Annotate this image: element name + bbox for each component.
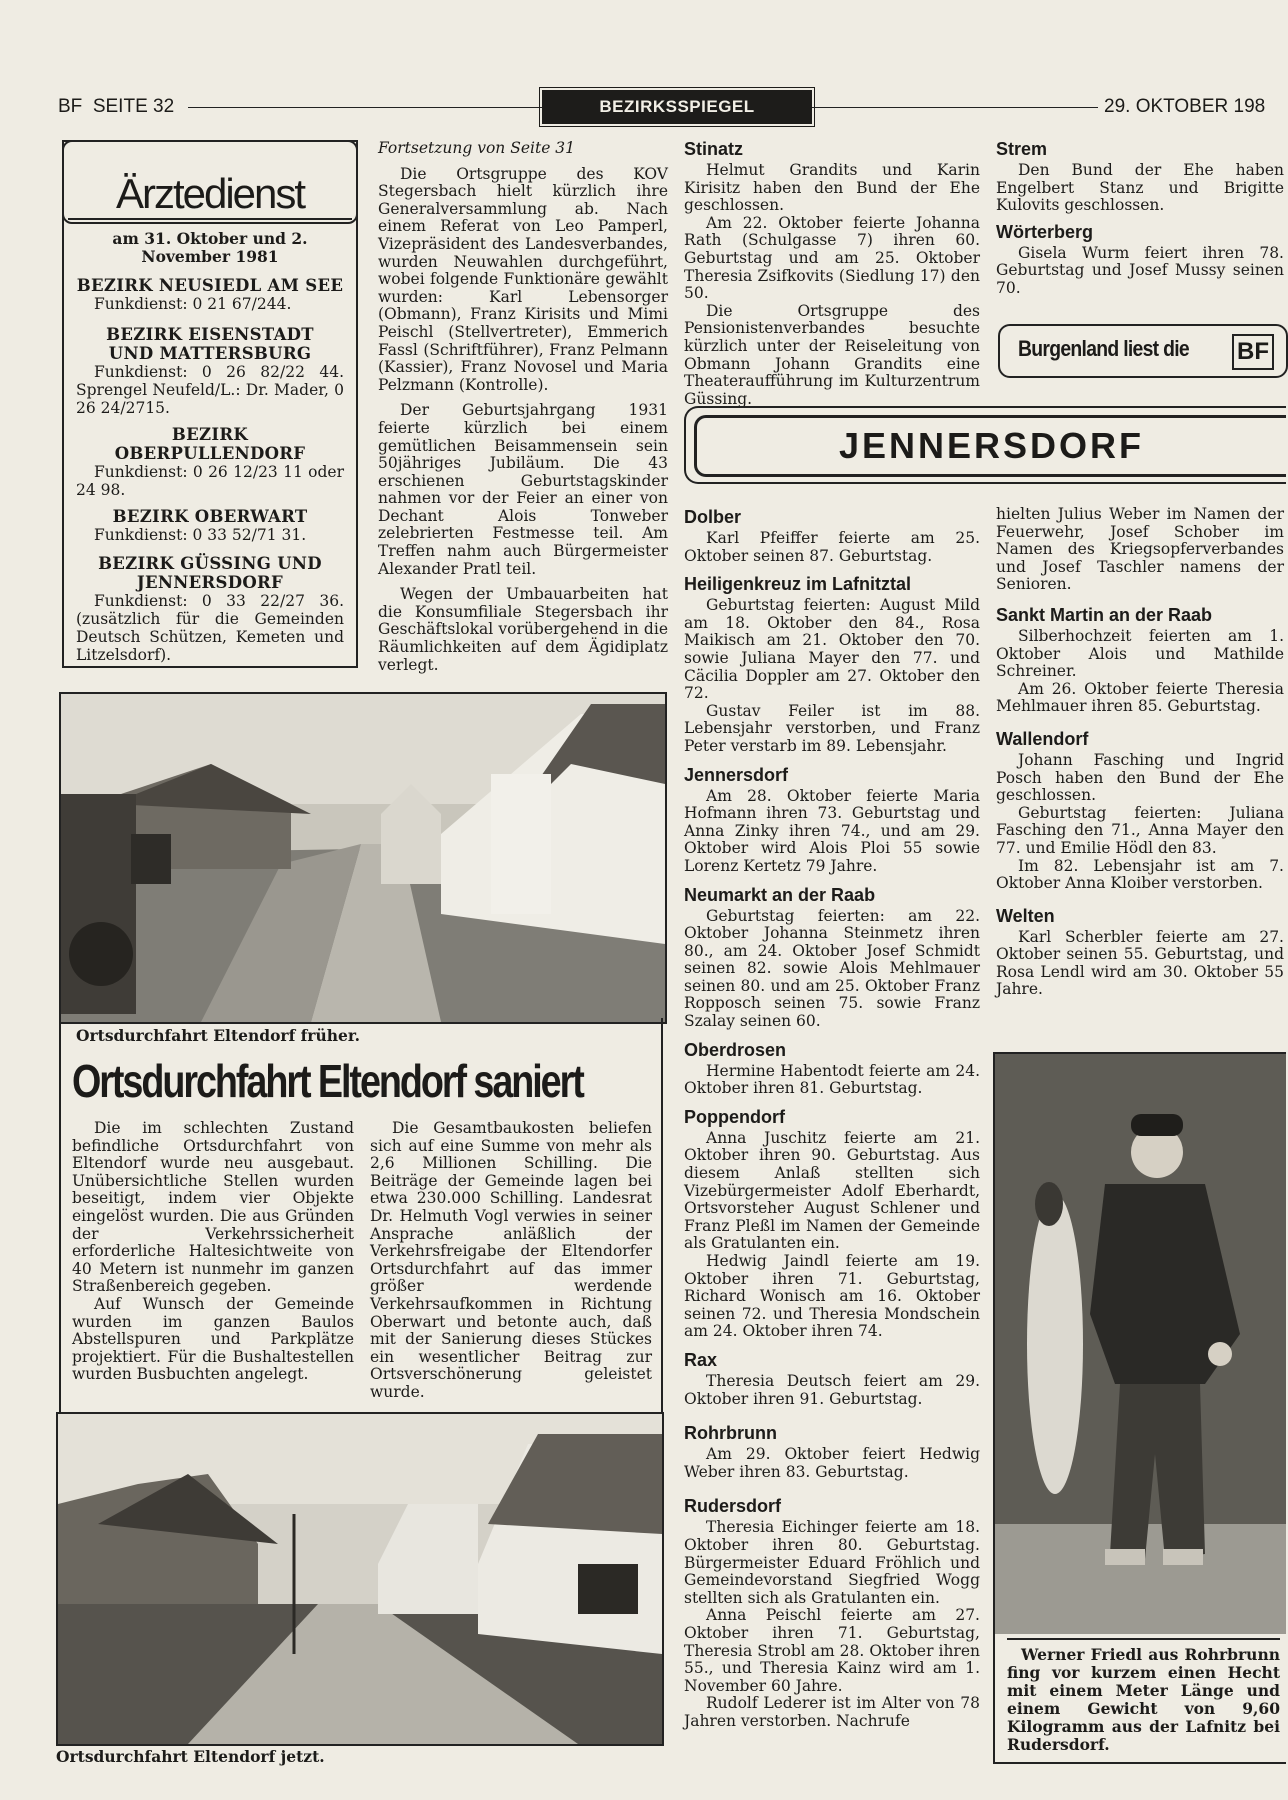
article-paragraph: Gisela Wurm feiert ihren 78. Geburtstag und Josef Mussy seinen 70. xyxy=(996,243,1284,297)
jennersdorf-banner: JENNERSDORF xyxy=(694,415,1286,477)
article-paragraph: Johann Fasching und Ingrid Posch haben den Bund der Ehe geschlossen. xyxy=(996,750,1284,805)
article-paragraph: Am 26. Oktober feierte Theresia Mehlmauer ihren 85. Geburtstag. xyxy=(996,679,1284,716)
photo-caption: Ortsdurchfahrt Eltendorf jetzt. xyxy=(56,1747,325,1766)
section-heading: Welten xyxy=(996,905,1055,926)
article-paragraph: Anna Juschitz feierte am 21. Oktober ihren 90. Geburtstag. Aus diesem Anlaß stellten sich Vizebürgermeister Adolf Eberhardt, Ortsvorsteher August Schlener und Franz Pleßl im Namen der Gemeinde als Gratulanten ein. xyxy=(684,1128,980,1253)
section-heading: Oberdrosen xyxy=(684,1039,787,1060)
section-heading: Rohrbrunn xyxy=(684,1423,777,1444)
photo-fisher-box xyxy=(993,1052,1286,1764)
article-paragraph: Die Ortsgruppe des KOV Stegersbach hielt kürzlich ihre Generalversammlung ab. Nach einem Referat von Leo Pamperl, Vizepräsident des Landesverbandes, wurden Neuwahlen durchgeführt, wobei folgende Funktionäre gewählt wurden: Karl Lebensorger (Obmann), Franz Kirisits und Mimi Peischl (Stellvertreter), Emmerich Fassl (Schriftführer), Franz Pelmann (Kassier), Franz Novosel und Maria Pelzmann (Kontrolle). xyxy=(378,164,668,394)
section-heading: Poppendorf xyxy=(684,1106,785,1127)
article-paragraph: Silberhochzeit feierten am 1. Oktober Alois und Mathilde Schreiner. xyxy=(996,626,1284,681)
district-name: BEZIRK EISENSTADT UND MATTERSBURG xyxy=(106,325,314,363)
header-rule-left xyxy=(188,107,542,108)
article-paragraph: Die Ortsgruppe des Pensionistenverbandes besuchte kürzlich unter der Reiseleitung von Obmann Johann Grandits eine Theateraufführung im Kulturzentrum Güssing. xyxy=(684,301,980,408)
article-headline: Ortsdurchfahrt Eltendorf saniert xyxy=(72,1055,583,1107)
section-heading: Neumarkt an der Raab xyxy=(684,884,876,905)
article-paragraph: Die Gesamtbaukosten beliefen sich auf eine Summe von mehr als 2,6 Millionen Schilling. Die Beiträge der Gemeinde lagen bei etwa 230.000 Schilling. Landesrat Dr. Helmuth Vogl verwies in seiner Ansprache anläßlich der Verkehrsfreigabe der Eltendorfer Ortsdurchfahrt auf das immer größer werdende Verkehrsaufkommen in Richtung Oberwart und betonte auch, daß mit der Sanierung dieses Stückes ein wesentlicher Beitrag zur Ortsverschönerung geleistet wurde. xyxy=(370,1119,652,1401)
section-label: BEZIRKSSPIEGEL xyxy=(542,90,812,124)
strem-column xyxy=(996,138,1284,318)
article-paragraph: Auf Wunsch der Gemeinde wurden im ganzen Baulos Abstellspuren und Parkplätze projektiert. Für die Bushaltestellen wurden Busbuchten angelegt. xyxy=(72,1294,354,1384)
fortsetzung-column xyxy=(378,139,668,674)
photo-frame-left xyxy=(59,1018,61,1412)
fortsetzung-intro: Fortsetzung von Seite 31 xyxy=(378,139,576,157)
village-street-photo xyxy=(58,1414,662,1744)
ad-box xyxy=(998,324,1288,378)
article-paragraph: Die im schlechten Zustand befindliche Ortsdurchfahrt von Eltendorf wurde neu ausgebaut. Unübersichtliche Stellen wurden beseitigt, indem vier Objekte eingelöst wurden. Die aus Gründen der Verkehrssicherheit erforderliche Haltesichtweite von 40 Metern ist nunmehr im ganzen Straßenbereich gegeben. xyxy=(72,1119,354,1296)
jennersdorf-col-right xyxy=(996,506,1284,1026)
district-text: Funkdienst: 0 26 82/22 44. Sprengel Neufeld/L.: Dr. Mader, 0 26 24/2715. xyxy=(76,363,344,417)
section-heading: Stinatz xyxy=(684,139,744,159)
article-paragraph: Geburtstag feierten: Juliana Fasching den 71., Anna Mayer den 77. und Emilie Hödl den 83. xyxy=(996,803,1284,857)
photo-eltendorf-after xyxy=(56,1412,664,1746)
article-paragraph: Den Bund der Ehe haben Engelbert Stanz und Brigitte Kulovits geschlossen. xyxy=(996,161,1284,215)
fisher-photo xyxy=(995,1054,1286,1634)
photo-eltendorf-before xyxy=(59,692,667,1024)
photo-caption: Werner Friedl aus Rohrbrunn fing vor kurzem einen Hecht mit einem Meter Länge und einem Gewicht von 9,60 Kilogramm aus der Lafnitz bei Rudersdorf. xyxy=(1007,1638,1280,1754)
photo-caption: Ortsdurchfahrt Eltendorf früher. xyxy=(76,1026,361,1045)
district-name: BEZIRK OBERPULLENDORF xyxy=(114,425,306,463)
article-paragraph: hielten Julius Weber im Namen der Feuerwehr, Josef Schober im Namen des Kriegsopferverbandes und Josef Taschler namens der Senioren. xyxy=(996,505,1284,594)
article-paragraph: Karl Pfeiffer feierte am 25. Oktober seinen 87. Geburtstag. xyxy=(684,529,980,565)
eltendorf-col2 xyxy=(370,1120,652,1410)
jennersdorf-col-left xyxy=(684,506,980,1772)
article-paragraph: Im 82. Lebensjahr ist am 7. Oktober Anna Kloiber verstorben. xyxy=(996,856,1284,893)
district-name: BEZIRK OBERWART xyxy=(112,507,308,526)
article-paragraph: Anna Peischl feierte am 27. Oktober ihren 71. Geburtstag, Theresia Strobl am 28. Oktober ihren 55., und Theresia Kainz wird am 1. November 60 Jahre. xyxy=(684,1606,980,1695)
issue-date: 29. OKTOBER 198 xyxy=(1104,96,1266,117)
district-name: BEZIRK GÜSSING UND JENNERSDORF xyxy=(98,554,322,592)
district-name: BEZIRK NEUSIEDL AM SEE xyxy=(76,276,344,295)
district-text: Funkdienst: 0 33 52/71 31. xyxy=(94,526,307,544)
eltendorf-col1 xyxy=(72,1120,354,1410)
section-heading: Rudersdorf xyxy=(684,1496,782,1517)
article-paragraph: Rudolf Lederer ist im Alter von 78 Jahren verstorben. Nachrufe xyxy=(684,1694,980,1730)
page-number: BF SEITE 32 xyxy=(58,96,175,117)
aerztedienst-box xyxy=(62,140,358,668)
stinatz-column xyxy=(684,138,980,408)
article-paragraph: Am 29. Oktober feiert Hedwig Weber ihren 83. Geburtstag. xyxy=(684,1445,980,1481)
article-paragraph: Geburtstag feierten: August Mild am 18. Oktober den 84., Rosa Maikisch am 21. Oktober den 70. sowie Juliana Mayer den 77. und Cäcilia Doppler am 27. Oktober den 72. xyxy=(684,596,980,703)
section-heading: Jennersdorf xyxy=(684,764,789,785)
section-heading: Wörterberg xyxy=(996,221,1094,242)
article-paragraph: Hermine Habentodt feierte am 24. Oktober ihren 81. Geburtstag. xyxy=(684,1061,980,1098)
article-paragraph: Der Geburtsjahrgang 1931 feierte kürzlich bei einem gemütlichen Beisammensein sein 50jähriges Jubiläum. Die 43 erschienen Geburtstagskinder nahmen vor der Feier an einer von Dechant Alois Tonweber zelebrierten Festmesse teil. Am Treffen nahm auch Bürgermeister Alexander Pratl teil. xyxy=(378,401,668,578)
article-paragraph: Wegen der Umbauarbeiten hat die Konsumfiliale Stegersbach ihr Geschäftslokal vorübergehend in die Räumlichkeiten auf dem Ägidiplatz verlegt. xyxy=(378,585,668,674)
bf-logo: BF xyxy=(1232,334,1274,370)
article-paragraph: Am 22. Oktober feierte Johanna Rath (Schulgasse 7) ihren 60. Geburtstag und am 25. Oktober Theresia Zsifkovits (Siedlung 17) den 50. xyxy=(684,213,980,303)
section-heading: Wallendorf xyxy=(996,728,1089,749)
article-paragraph: Am 28. Oktober feierte Maria Hofmann ihren 73. Geburtstag und Anna Zinky ihren 74., und am 29. Oktober wird Alois Ploi 55 sowie Lorenz Kertetz 79 Jahre. xyxy=(684,786,980,875)
aerztedienst-dates: am 31. Oktober und 2. November 1981 xyxy=(112,229,308,266)
section-heading: Strem xyxy=(996,139,1048,159)
photo-frame-right xyxy=(661,1018,663,1412)
district-text: Funkdienst: 0 33 22/27 36. (zusätzlich für die Gemeinden Deutsch Schützen, Kemeten und Litzelsdorf). xyxy=(76,592,344,664)
section-heading: Sankt Martin an der Raab xyxy=(996,604,1213,625)
section-heading: Rax xyxy=(684,1349,718,1370)
article-paragraph: Theresia Eichinger feierte am 18. Oktober ihren 80. Geburtstag. Bürgermeister Eduard Fröhlich und Gemeindevorstand Siegfried Wogg stellten sich als Gratulanten ein. xyxy=(684,1518,980,1607)
district-text: Funkdienst: 0 21 67/244. xyxy=(94,295,292,313)
article-paragraph: Gustav Feiler ist im 88. Lebensjahr verstorben, und Franz Peter verstarb im 89. Lebensjahr. xyxy=(684,701,980,755)
article-paragraph: Helmut Grandits und Karin Kirisitz haben den Bund der Ehe geschlossen. xyxy=(684,161,980,215)
header-rule-right xyxy=(812,107,1098,108)
district-text: Funkdienst: 0 26 12/23 11 oder 24 98. xyxy=(76,463,344,499)
article-paragraph: Geburtstag feierten: am 22. Oktober Johanna Steinmetz ihren 80., am 24. Oktober Josef Schmidt seinen 82. sowie Alois Mehlmauer seinen 80. und am 25. Oktober Franz Ropposch seinen 75. sowie Franz Szalay seinen 60. xyxy=(684,906,980,1031)
jennersdorf-banner-frame xyxy=(684,406,1286,484)
article-paragraph: Theresia Deutsch feiert am 29. Oktober ihren 91. Geburtstag. xyxy=(684,1371,980,1408)
aerztedienst-title: Ärztedienst xyxy=(68,170,352,220)
article-paragraph: Hedwig Jaindl feierte am 19. Oktober ihren 71. Geburtstag, Richard Wonisch am 16. Oktober seinen 72. und Theresia Mondschein am 24. Oktober ihren 74. xyxy=(684,1252,980,1341)
village-street-photo xyxy=(61,694,665,1022)
ad-text: Burgenland liest die xyxy=(1018,336,1189,361)
article-paragraph: Karl Scherbler feierte am 27. Oktober seinen 55. Geburtstag, und Rosa Lendl wird am 30. Oktober 55 Jahre. xyxy=(996,927,1284,999)
section-heading: Heiligenkreuz im Lafnitztal xyxy=(684,574,912,595)
section-heading: Dolber xyxy=(684,507,742,527)
aerztedienst-title-box xyxy=(62,140,358,224)
